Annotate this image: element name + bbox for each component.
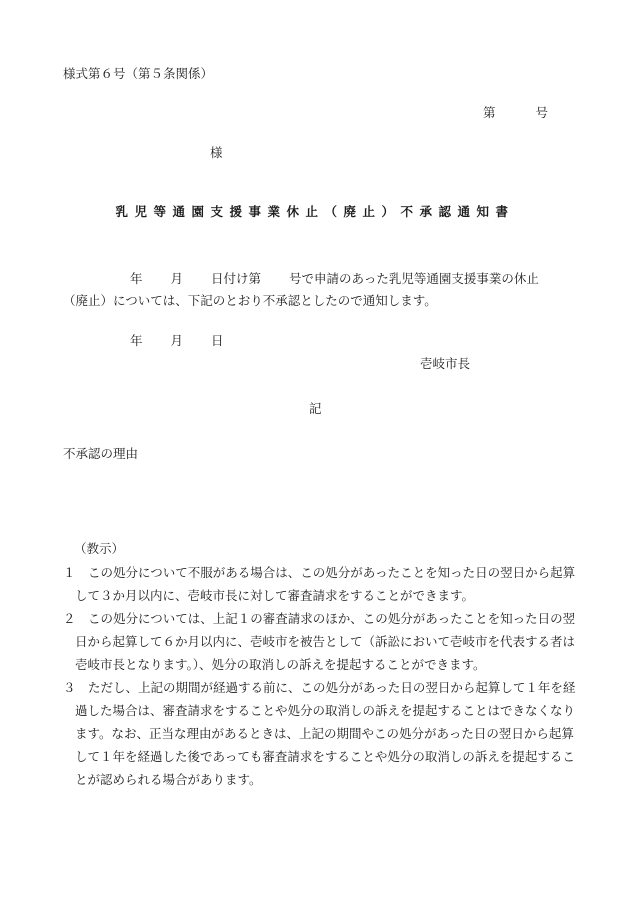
notice-item-3-line-2: 過した場合は、審査請求をすることや処分の取消しの訴えを提起することはできなくなり — [75, 703, 576, 718]
body-line-2: （廃止）については、下記のとおり不承認としたので通知します。 — [63, 293, 437, 308]
body-month: 月 — [170, 271, 184, 286]
notice-item-1-line-1 — [63, 561, 576, 584]
issue-date — [130, 335, 224, 348]
number-prefix: 第 — [483, 105, 496, 120]
notice-item-2 — [63, 607, 576, 676]
date-month: 月 — [170, 333, 184, 348]
notice-item-3-number: ３ — [63, 680, 76, 695]
reason-label: 不承認の理由 — [63, 446, 139, 461]
notice-item-3-text-1: ただし、上記の期間が経過する前に、この処分があった日の翌日から起算して１年を経 — [88, 680, 576, 695]
notice-item-2-line-1 — [63, 607, 576, 630]
body-line-1-rest: 号で申請のあった乳児等通園支援事業の休止 — [289, 271, 539, 286]
addressee: 様 — [210, 145, 223, 160]
body-day-ref: 日付け第 — [211, 271, 262, 286]
notice-item-2-text-1: この処分については、上記１の審査請求のほか、この処分があったことを知った日の翌 — [88, 611, 576, 626]
body-line-1 — [63, 268, 573, 290]
document-number — [483, 107, 548, 120]
issuer-name: 壱岐市長 — [420, 356, 471, 371]
notice-item-3-line-4: して１年を経過した後であっても審査請求をすることや処分の取消しの訴えを提起するこ — [75, 749, 575, 764]
notice-item-3-line-3: ます。なお、正当な理由があるときは、上記の期間やこの処分があった日の翌日から起算 — [75, 726, 574, 741]
notice-item-1-number: １ — [63, 565, 76, 580]
notice-item-1-line-2: して３か月以内に、壱岐市長に対して審査請求をすることができます。 — [75, 588, 475, 603]
notice-item-1 — [63, 561, 576, 607]
date-day: 日 — [211, 333, 224, 348]
body-paragraph — [63, 268, 573, 312]
ki-heading: 記 — [309, 401, 322, 416]
number-suffix: 号 — [535, 105, 549, 120]
document-title: 乳児等通園支援事業休止（廃止）不承認通知書 — [115, 204, 515, 219]
notice-item-2-line-3: 壱岐市長となります。）、処分の取消しの訴えを提起することができます。 — [75, 657, 486, 672]
date-year: 年 — [130, 333, 143, 348]
notice-item-3 — [63, 676, 576, 791]
form-label: 様式第６号（第５条関係） — [63, 66, 214, 81]
notice-item-2-number: ２ — [63, 611, 76, 626]
notice-item-3-line-5: とが認められる場合があります。 — [75, 772, 262, 787]
notice-item-1-text-1: この処分について不服がある場合は、この処分があったことを知った日の翌日から起算 — [88, 565, 576, 580]
notice-item-3-line-1 — [63, 676, 576, 699]
body-year: 年 — [130, 271, 143, 286]
notice-item-2-line-2: 日から起算して６か月以内に、壱岐市を被告として（訴訟において壱岐市を代表する者は — [75, 634, 576, 649]
notice-heading: （教示） — [74, 541, 125, 556]
